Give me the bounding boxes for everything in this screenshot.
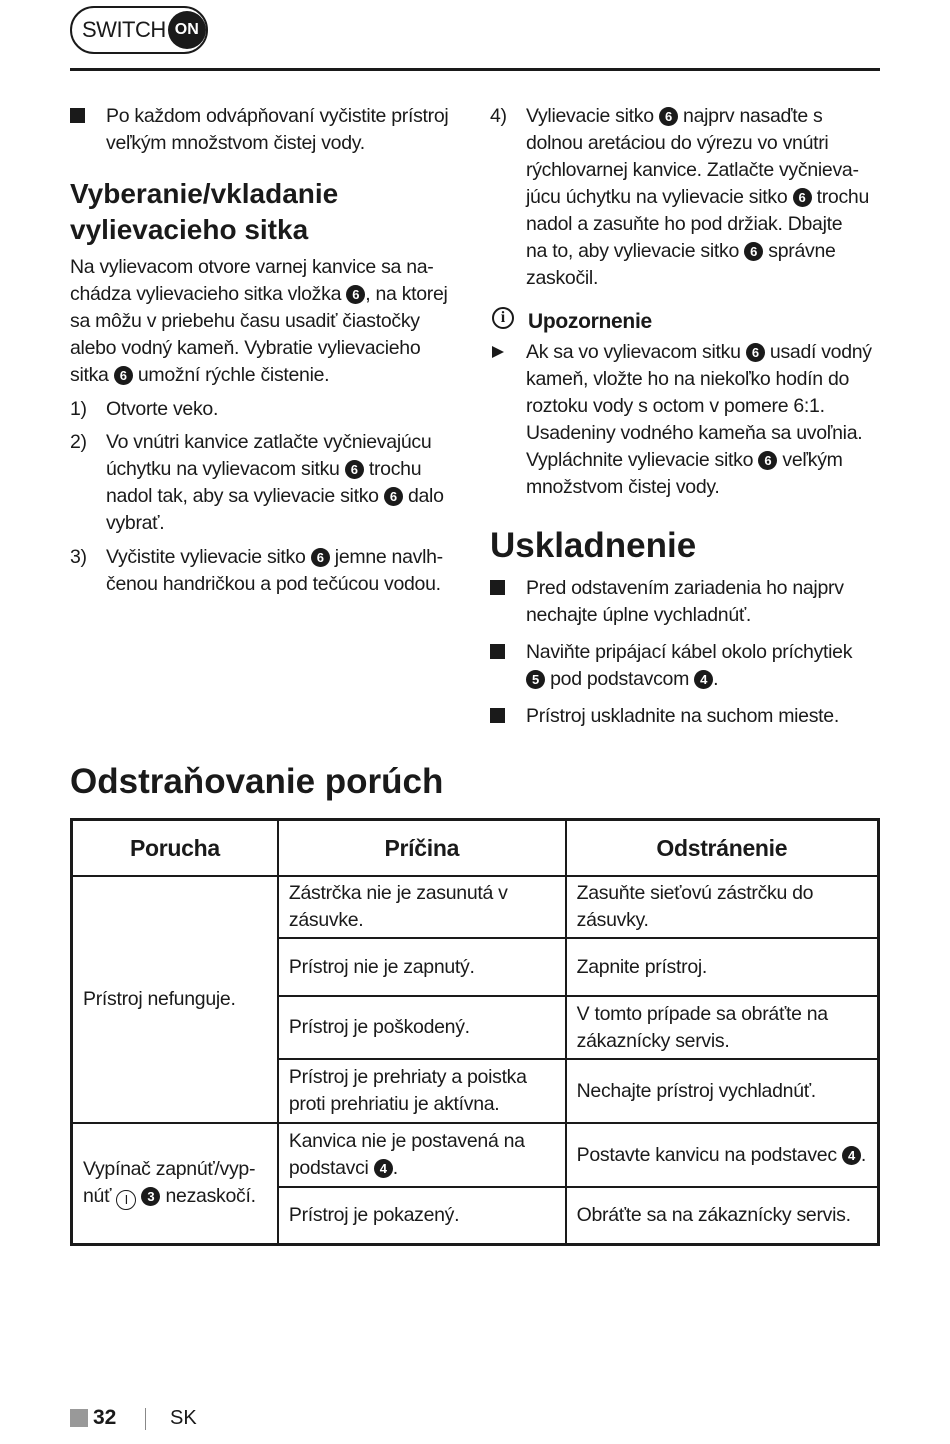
power-switch-icon: I — [116, 1190, 136, 1210]
step-2-number: 2) — [70, 431, 87, 453]
header-remedy: Odstránenie — [566, 820, 879, 877]
step-3-number: 3) — [70, 546, 87, 568]
brand-logo — [70, 6, 208, 54]
table-row — [72, 1123, 879, 1187]
table-header-row — [72, 820, 879, 877]
cause-cell: Zástrčka nie je zasunutá v zásuvke. — [278, 876, 566, 938]
part-6-badge: 6 — [346, 285, 365, 304]
language-code: SK — [170, 1407, 197, 1429]
part-5-badge: 5 — [526, 670, 545, 689]
step-2-text: Vo vnútri kanvice zatlačte vyčnievajúcu úchytku na vylievacom sitku 6 trochu nadol tak, aby sa vylievacie sitko 6 dalo vybrať. — [106, 431, 444, 534]
fix-cell: V tomto prípade sa obráťte na zákaznícky servis. — [566, 996, 879, 1059]
part-6-badge: 6 — [758, 451, 777, 470]
part-6-badge: 6 — [744, 242, 763, 261]
step-1-text: Otvorte veko. — [106, 398, 219, 420]
cause-cell: Kanvica nie je postavená na podstavci 4 . — [278, 1123, 566, 1187]
part-6-badge: 6 — [345, 460, 364, 479]
fix-cell: Postavte kanvicu na podstavec 4 . — [566, 1123, 879, 1187]
troubleshooting-heading: Odstraňovanie porúch — [70, 762, 444, 801]
bullet-square — [490, 580, 505, 595]
logo-on-icon: ON — [168, 11, 206, 49]
cause-cell: Prístroj nie je zapnutý. — [278, 938, 566, 996]
table-row — [72, 876, 879, 938]
section-heading-strainer: Vyberanie/vkladanie vylievacieho sitka — [70, 178, 339, 245]
bullet-square — [490, 644, 505, 659]
intro-paragraph: Na vylievacom otvore varnej kanvice sa na- chádza vylievacieho sitka vložka 6 , na ktorej sa môžu v priebehu času usadiť čiastočky alebo vodný kameň. Vybratie vylievacieho sitka 6 umožní rýchle čistenie. — [70, 256, 448, 386]
storage-bullet-3: Prístroj uskladnite na suchom mieste. — [526, 705, 839, 727]
fix-cell: Zasuňte sieťovú zástrčku do zásuvky. — [566, 876, 879, 938]
fix-cell: Zapnite prístroj. — [566, 938, 879, 996]
arrow-icon — [492, 346, 504, 358]
part-3-badge: 3 — [141, 1187, 160, 1206]
part-4-badge: 4 — [694, 670, 713, 689]
part-4-badge: 4 — [842, 1146, 861, 1165]
part-6-badge: 6 — [384, 487, 403, 506]
step-4-text: Vylievacie sitko 6 najprv nasaďte s dolnou aretáciou do výrezu vo vnútri rýchlovarnej kanvice. Zatlačte vyčnieva- júcu úchytku na vylievacie sitko 6 trochu nadol a zasuňte ho pod držiak. Dbajte na to, aby vylievacie sitko 6 správne zaskočil. — [526, 105, 870, 289]
problem-cell: Prístroj nefunguje. — [72, 876, 278, 1123]
note-title: Upozornenie — [528, 310, 652, 333]
part-6-badge: 6 — [793, 188, 812, 207]
part-6-badge: 6 — [311, 548, 330, 567]
troubleshooting-table — [70, 818, 880, 1246]
logo-text: SWITCH — [82, 17, 166, 42]
fix-cell: Obráťte sa na zákaznícky servis. — [566, 1187, 879, 1244]
cause-cell: Prístroj je poškodený. — [278, 996, 566, 1059]
header-rule — [70, 68, 880, 71]
step-4-number: 4) — [490, 105, 507, 127]
header-cause: Príčina — [278, 820, 566, 877]
footer-square — [70, 1409, 88, 1427]
bullet-square — [70, 108, 85, 123]
cause-cell: Prístroj je pokazený. — [278, 1187, 566, 1244]
storage-heading: Uskladnenie — [490, 526, 697, 565]
part-6-badge: 6 — [659, 107, 678, 126]
storage-bullet-1: Pred odstavením zariadenia ho najprv nechajte úplne vychladnúť. — [526, 577, 844, 626]
step-3-text: Vyčistite vylievacie sitko 6 jemne navlh- čenou handričkou a pod tečúcou vodou. — [106, 546, 443, 595]
bullet-text: Po každom odvápňovaní vyčistite prístroj veľkým množstvom čistej vody. — [106, 105, 449, 154]
bullet-square — [490, 708, 505, 723]
note-text: Ak sa vo vylievacom sitku 6 usadí vodný kameň, vložte ho na niekoľko hodín do roztoku vody s octom v pomere 6:1. Usadeniny vodného kameňa sa uvoľnia. Vypláchnite vylievacie sitko 6 veľkým množstvom čistej vody. — [526, 341, 872, 498]
page-number: 32 — [93, 1406, 117, 1429]
footer-divider — [145, 1408, 146, 1430]
part-6-badge: 6 — [114, 366, 133, 385]
part-6-badge: 6 — [746, 343, 765, 362]
header-problem: Porucha — [72, 820, 278, 877]
problem-cell: Vypínač zapnúť/vyp- núť I 3 nezaskočí. — [72, 1123, 278, 1244]
fix-cell: Nechajte prístroj vychladnúť. — [566, 1059, 879, 1123]
part-4-badge: 4 — [374, 1159, 393, 1178]
cause-cell: Prístroj je prehriaty a poistka proti prehriatiu je aktívna. — [278, 1059, 566, 1123]
info-icon: i — [492, 307, 514, 329]
storage-bullet-2: Naviňte pripájací kábel okolo príchytiek 5 pod podstavcom 4 . — [526, 641, 853, 690]
step-1: 1) — [70, 398, 87, 420]
